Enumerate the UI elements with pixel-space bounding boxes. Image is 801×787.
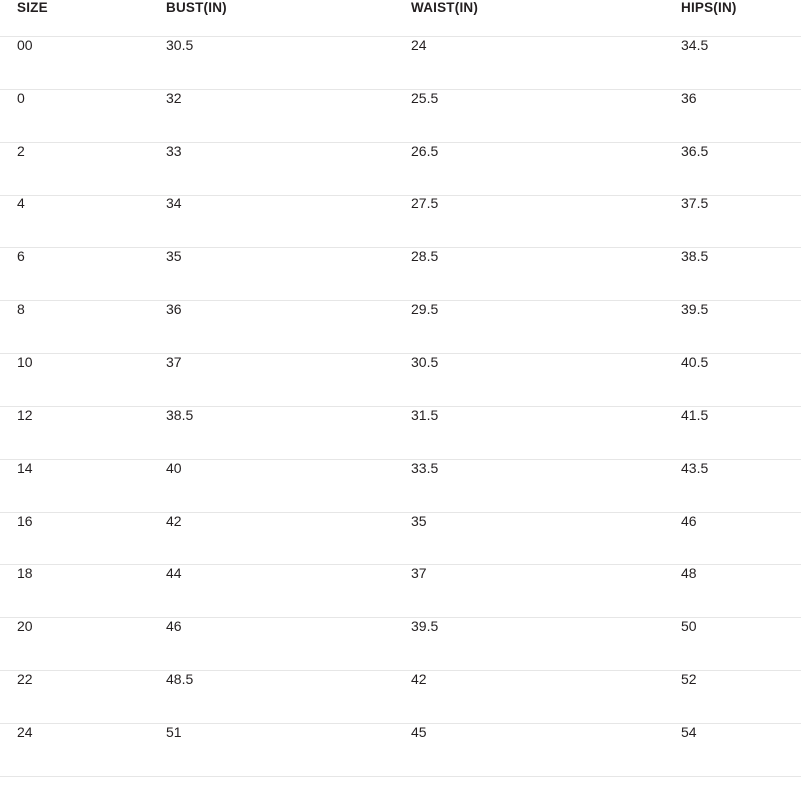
cell-bust: 51 [166, 723, 182, 740]
cell-bust: 37 [166, 354, 182, 371]
cell-waist: 31.5 [411, 406, 439, 423]
table-row [0, 90, 801, 143]
table-row [0, 37, 801, 90]
cell-bust: 42 [166, 512, 182, 529]
table-row [0, 301, 801, 354]
cell-size: 2 [17, 142, 25, 159]
table-body [0, 37, 801, 777]
table-header-row [0, 0, 801, 37]
cell-size: 14 [17, 459, 33, 476]
cell-waist: 33.5 [411, 459, 439, 476]
table-row [0, 196, 801, 249]
cell-waist: 42 [411, 671, 427, 688]
table-row [0, 354, 801, 407]
table-row [0, 248, 801, 301]
cell-waist: 28.5 [411, 248, 439, 265]
cell-size: 10 [17, 354, 33, 371]
cell-waist: 37 [411, 565, 427, 582]
cell-waist: 39.5 [411, 618, 439, 635]
table-row [0, 671, 801, 724]
cell-bust: 46 [166, 618, 182, 635]
table-row [0, 407, 801, 460]
table-row [0, 513, 801, 566]
cell-size: 6 [17, 248, 25, 265]
cell-bust: 48.5 [166, 671, 194, 688]
cell-bust: 44 [166, 565, 182, 582]
cell-hips: 36 [681, 89, 697, 106]
cell-bust: 32 [166, 89, 182, 106]
cell-hips: 54 [681, 723, 697, 740]
cell-size: 12 [17, 406, 33, 423]
cell-hips: 37.5 [681, 195, 709, 212]
cell-size: 00 [17, 37, 33, 54]
cell-hips: 41.5 [681, 406, 709, 423]
cell-waist: 29.5 [411, 301, 439, 318]
cell-bust: 34 [166, 195, 182, 212]
table-row [0, 724, 801, 777]
cell-hips: 34.5 [681, 37, 709, 54]
cell-hips: 46 [681, 512, 697, 529]
cell-waist: 26.5 [411, 142, 439, 159]
cell-hips: 39.5 [681, 301, 709, 318]
table-row [0, 460, 801, 513]
cell-hips: 40.5 [681, 354, 709, 371]
cell-size: 20 [17, 618, 33, 635]
cell-waist: 30.5 [411, 354, 439, 371]
cell-size: 8 [17, 301, 25, 318]
cell-hips: 50 [681, 618, 697, 635]
cell-bust: 33 [166, 142, 182, 159]
table-header [0, 0, 801, 37]
cell-hips: 43.5 [681, 459, 709, 476]
table-row [0, 143, 801, 196]
cell-waist: 45 [411, 723, 427, 740]
column-header-waist: WAIST(IN) [411, 0, 479, 15]
cell-size: 18 [17, 565, 33, 582]
cell-waist: 25.5 [411, 89, 439, 106]
cell-size: 24 [17, 723, 33, 740]
cell-bust: 35 [166, 248, 182, 265]
cell-hips: 48 [681, 565, 697, 582]
table-row [0, 618, 801, 671]
cell-hips: 38.5 [681, 248, 709, 265]
column-header-size: SIZE [17, 0, 48, 15]
cell-bust: 38.5 [166, 406, 194, 423]
table-row [0, 565, 801, 618]
cell-bust: 30.5 [166, 37, 194, 54]
cell-hips: 52 [681, 671, 697, 688]
cell-waist: 35 [411, 512, 427, 529]
cell-bust: 36 [166, 301, 182, 318]
cell-waist: 27.5 [411, 195, 439, 212]
cell-waist: 24 [411, 37, 427, 54]
column-header-bust: BUST(IN) [166, 0, 227, 15]
cell-bust: 40 [166, 459, 182, 476]
cell-size: 0 [17, 89, 25, 106]
column-header-hips: HIPS(IN) [681, 0, 737, 15]
cell-size: 4 [17, 195, 25, 212]
cell-hips: 36.5 [681, 142, 709, 159]
cell-size: 22 [17, 671, 33, 688]
cell-size: 16 [17, 512, 33, 529]
